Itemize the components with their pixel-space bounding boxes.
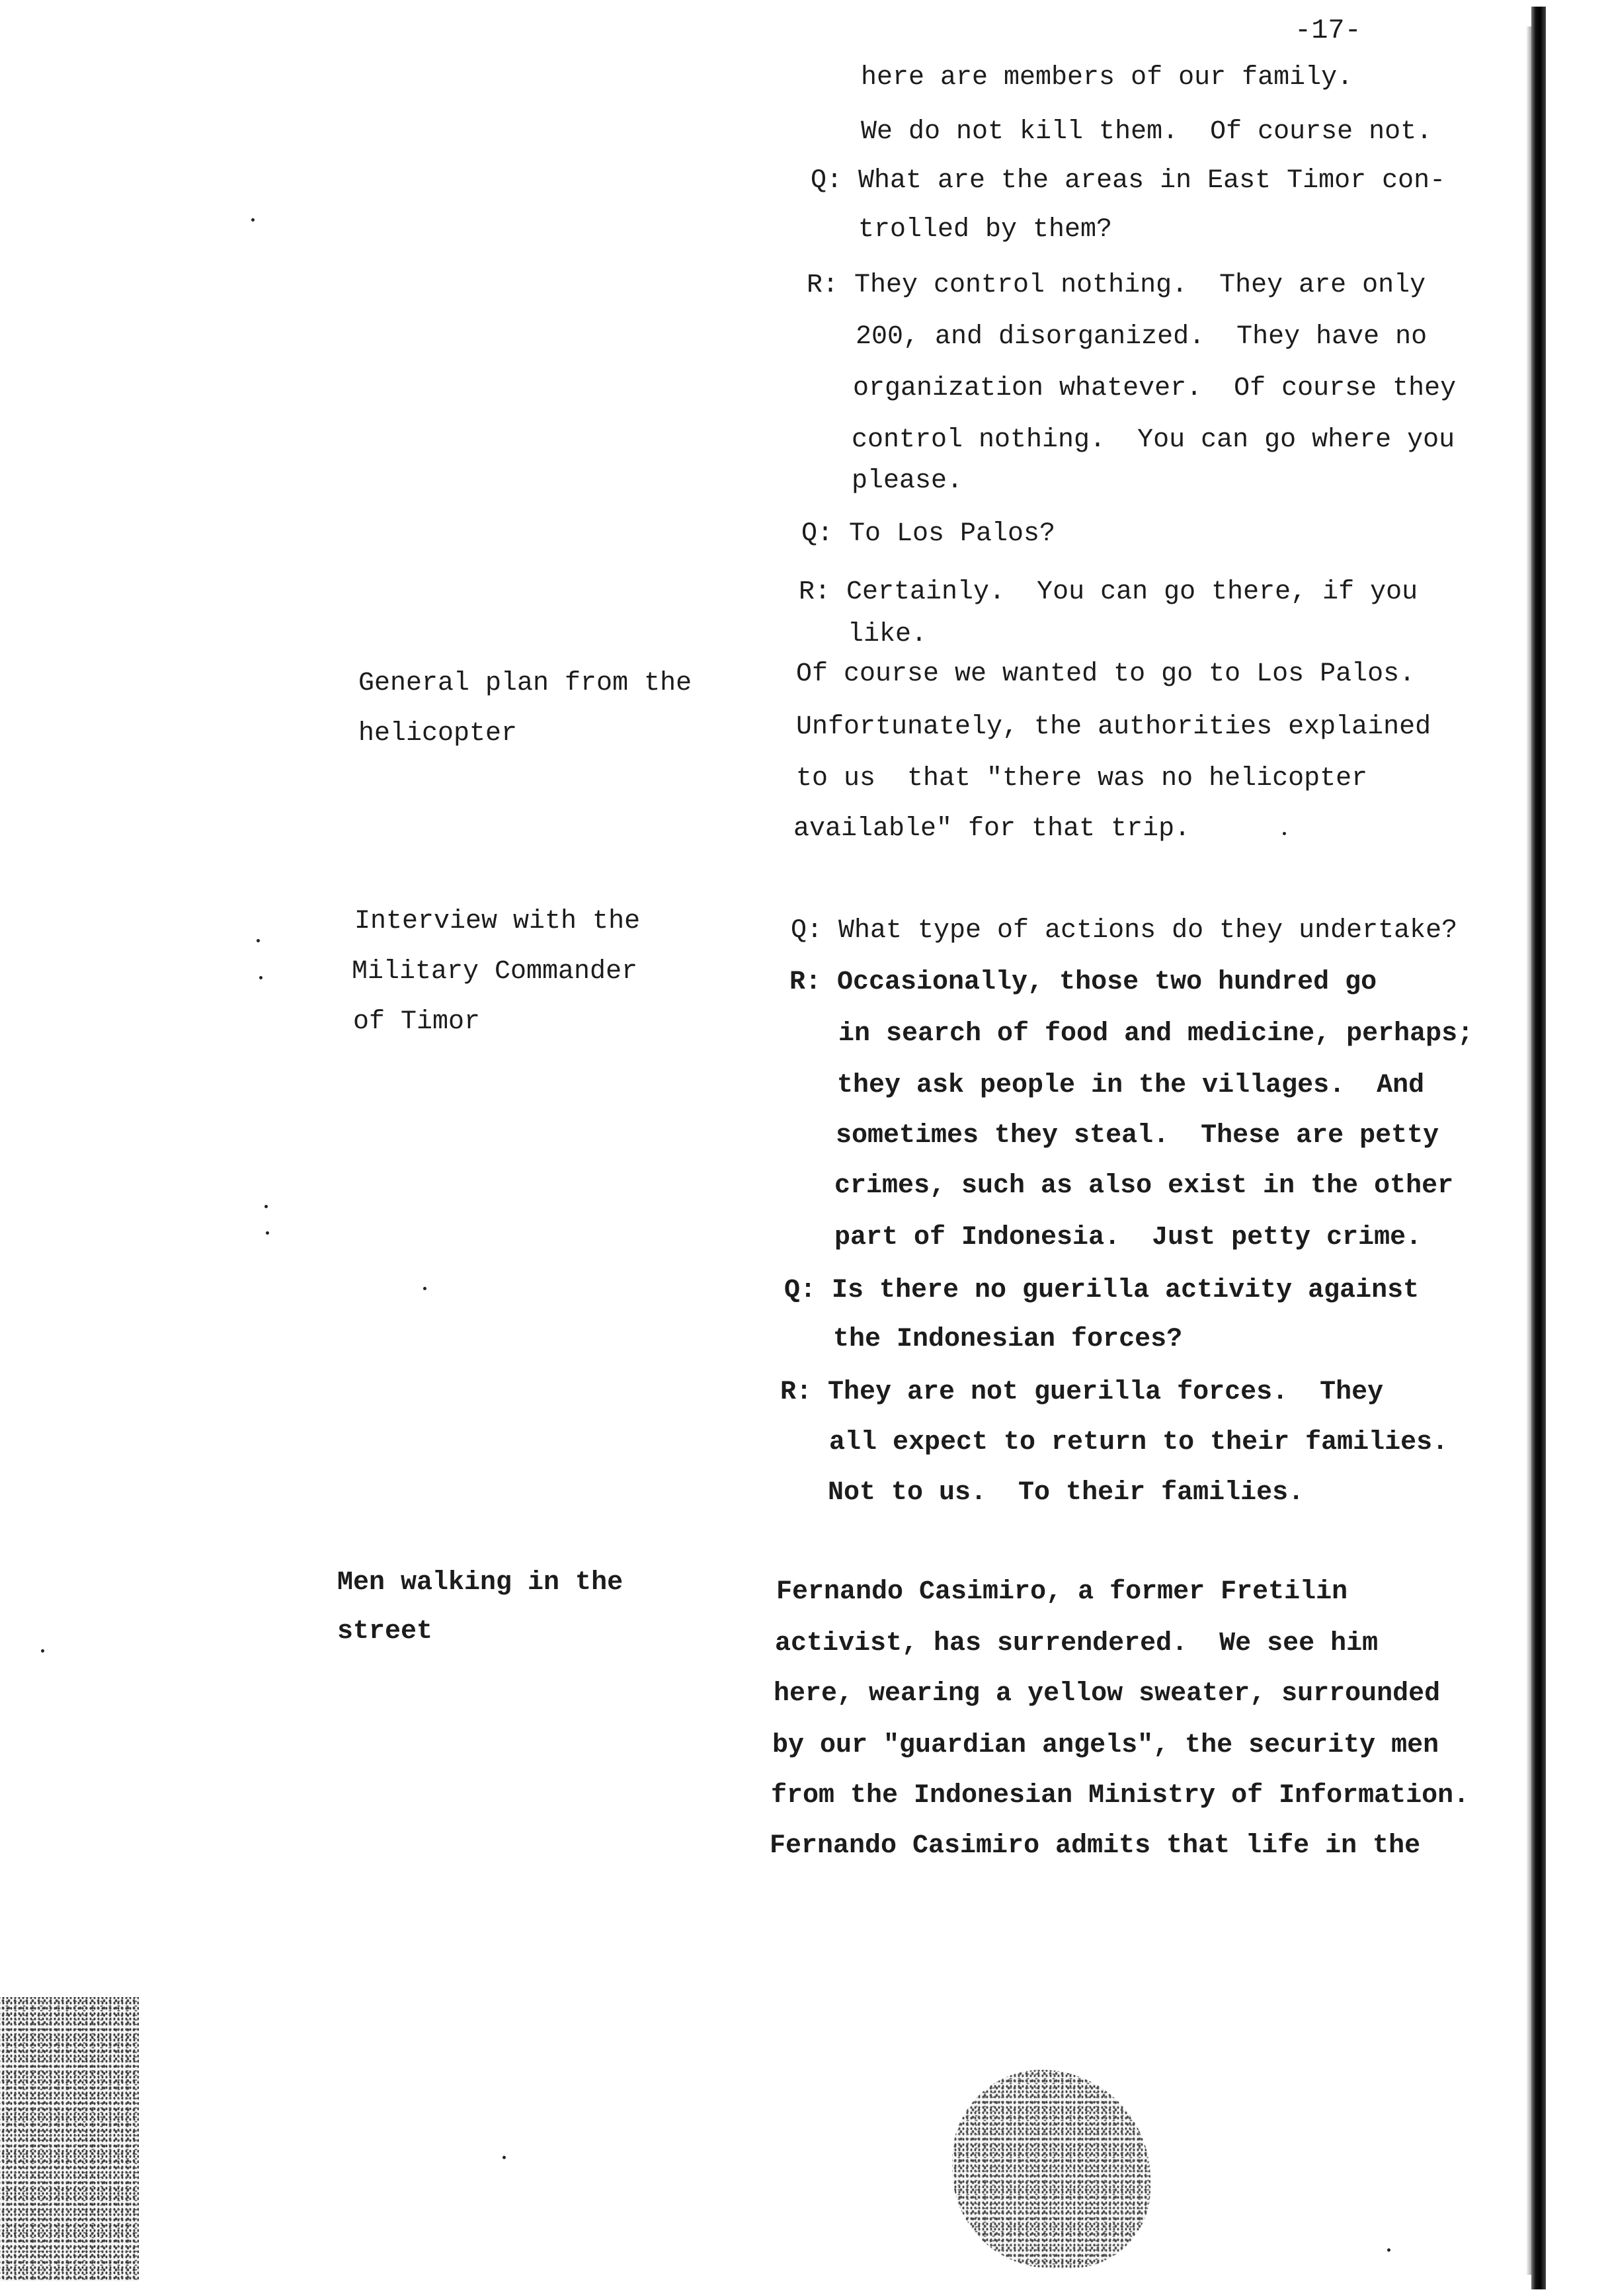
margin-note-line: Military Commander (352, 957, 638, 987)
margin-note-line: street (337, 1617, 433, 1647)
narration-line: to us that "there was no helicopter (796, 764, 1368, 794)
scan-speck (41, 1649, 44, 1653)
response-line: R: They are not guerilla forces. They (780, 1377, 1384, 1407)
margin-note-line: helicopter (358, 719, 518, 749)
scan-speck (259, 976, 262, 979)
dialogue-line: trolled by them? (858, 215, 1113, 245)
narration-line: by our "guardian angels", the security men (772, 1731, 1439, 1760)
margin-note-line: General plan from the (358, 669, 692, 698)
scan-speck (423, 1287, 426, 1290)
page-number: -17- (1295, 15, 1361, 46)
question-line: Q: To Los Palos? (801, 519, 1056, 549)
narration-line: from the Indonesian Ministry of Information. (771, 1781, 1470, 1811)
dialogue-line: 200, and disorganized. They have no (856, 322, 1427, 352)
scan-edge-fade (1526, 26, 1531, 2275)
scan-speck (1387, 2248, 1390, 2252)
response-line: R: Occasionally, those two hundred go (789, 967, 1377, 997)
dialogue-line: We do not kill them. Of course not. (861, 117, 1433, 147)
narration-line: Fernando Casimiro admits that life in the (770, 1831, 1421, 1861)
dialogue-line: Not to us. To their families. (828, 1478, 1305, 1508)
scan-speck (1283, 832, 1286, 835)
dialogue-line: please. (852, 466, 963, 496)
dialogue-line: like. (848, 620, 928, 649)
dialogue-line: the Indonesian forces? (833, 1325, 1183, 1354)
dialogue-line: they ask people in the villages. And (837, 1071, 1425, 1100)
scan-speck (502, 2156, 506, 2159)
margin-note-line: of Timor (353, 1007, 481, 1037)
dialogue-line: control nothing. You can go where you (852, 425, 1455, 455)
narration-line: activist, has surrendered. We see him (775, 1629, 1379, 1659)
dialogue-line: crimes, such as also exist in the other (834, 1171, 1454, 1201)
dialogue-line: in search of food and medicine, perhaps; (838, 1019, 1474, 1049)
question-line: Q: Is there no guerilla activity against (784, 1276, 1420, 1305)
question-line: Q: What are the areas in East Timor con- (811, 166, 1446, 196)
dialogue-line: sometimes they steal. These are petty (836, 1121, 1439, 1151)
narration-line: here, wearing a yellow sweater, surrounded (774, 1679, 1441, 1709)
scan-speck (257, 939, 260, 942)
scan-speck (264, 1205, 268, 1208)
narration-line: Of course we wanted to go to Los Palos. (796, 659, 1416, 689)
scan-noise-bottom-left (0, 1997, 139, 2281)
narration-line: available" for that trip. (793, 814, 1191, 844)
scan-noise-bottom-center (952, 2070, 1150, 2268)
narration-line: Fernando Casimiro, a former Fretilin (776, 1577, 1348, 1607)
scan-edge-shadow (1531, 7, 1546, 2289)
response-line: R: Certainly. You can go there, if you (799, 577, 1418, 607)
scan-speck (266, 1231, 269, 1235)
dialogue-line: part of Indonesia. Just petty crime. (834, 1223, 1422, 1252)
margin-note-line: Interview with the (354, 907, 641, 936)
margin-note-line: Men walking in the (337, 1568, 623, 1598)
scan-speck (251, 218, 255, 222)
dialogue-line: here are members of our family. (861, 63, 1353, 93)
narration-line: Unfortunately, the authorities explained (796, 712, 1431, 742)
dialogue-line: all expect to return to their families. (829, 1428, 1449, 1457)
question-line: Q: What type of actions do they undertake? (791, 916, 1458, 946)
dialogue-line: organization whatever. Of course they (853, 374, 1457, 403)
response-line: R: They control nothing. They are only (807, 270, 1426, 300)
